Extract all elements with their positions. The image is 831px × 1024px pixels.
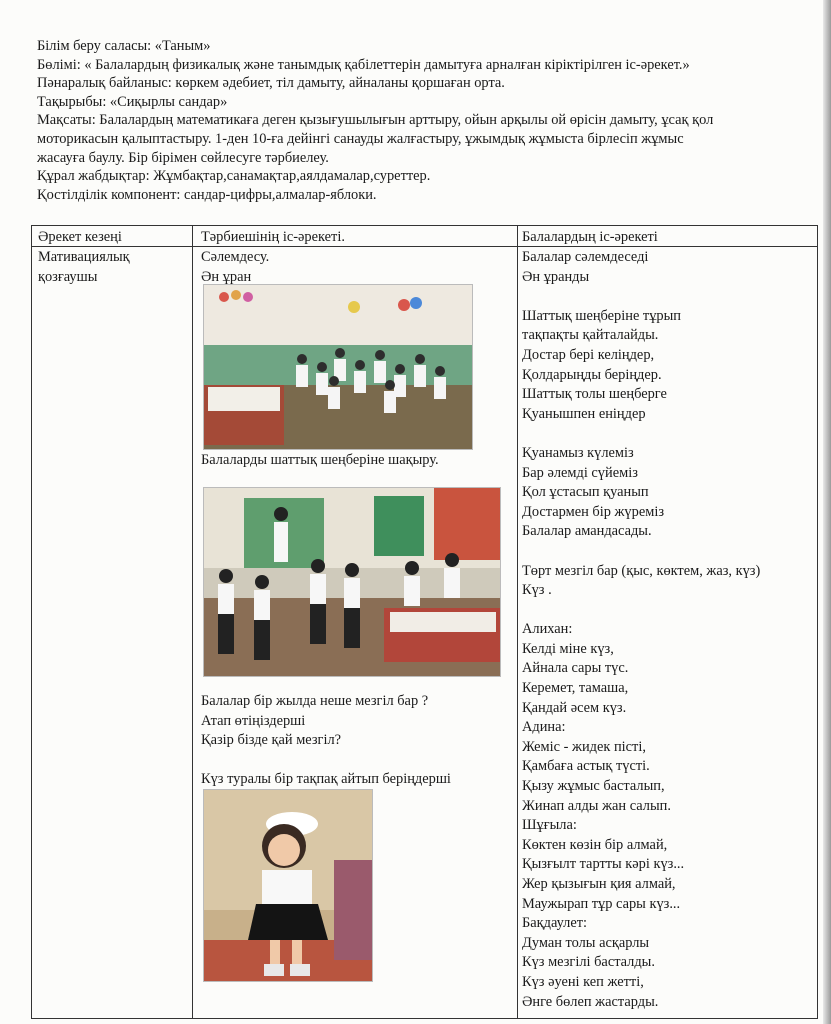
header-line: Мақсаты: Балалардың математикаға деген қызығушылығын арттыру, ойын арқылы ой өрісін дамыту, ұсақ қол [37, 112, 714, 129]
children-line [522, 601, 760, 621]
children-line: Қуанышпен еніңдер [522, 405, 646, 422]
header-line: Қостілділік компонент: сандар-цифры,алмалар-яблоки. [37, 186, 377, 203]
column-header-children: Балалардың іс-әрекеті [522, 229, 658, 245]
children-line: Маужырап тұр сары күз... [522, 895, 681, 912]
header-line: жасауға баулу. Бір бірімен сөйлесуге тәрбиелеу. [37, 149, 329, 166]
children-line: Думан толы асқарлы [522, 934, 650, 951]
children-line: Көктен көзін бір алмай, [522, 836, 668, 853]
teacher-line: Қазір бізде қай мезгіл? [201, 732, 342, 749]
children-line: Қол ұстасып қуанып [522, 484, 649, 501]
children-holding-hands-photo [203, 487, 501, 677]
children-line: тақпақты қайталайды. [522, 327, 659, 344]
children-line: Қызғылт тартты кәрі күз... [522, 856, 685, 873]
children-line: Қолдарыңды беріңдер. [522, 366, 662, 383]
children-line: Шұғыла: [522, 817, 577, 834]
children-line [522, 287, 760, 307]
children-line: Бар әлемді сүйеміз [522, 464, 638, 481]
children-line: Достар бері келіңдер, [522, 346, 655, 363]
lesson-header [37, 37, 807, 204]
column-header-teacher: Тәрбиешінің іс-әрекеті. [201, 229, 345, 245]
children-line: Айнала сары түс. [522, 660, 629, 677]
header-line: моторикасын қалыптастыру. 1-ден 10-ға дейінгі санауды жалғастыру, ұжымдық жұмыста бірлесіп жұмыс [37, 130, 684, 147]
children-line: Жинап алды жан салып. [522, 797, 671, 814]
teacher-caption [201, 451, 439, 471]
children-line: Жер қызығын қия алмай, [522, 876, 676, 892]
scan-page-edge [823, 0, 831, 1024]
classroom-circle-photo [203, 284, 473, 450]
header-line: Құрал жабдықтар: Жұмбақтар,санамақтар,аялдамалар,суреттер. [37, 168, 431, 185]
header-line: Бөлімі: « Балалардың физикалық және танымдық қабілеттерін дамытуға арналған кіріктірілген іс-әрекет.» [37, 56, 690, 73]
children-line: Күз мезгілі басталды. [522, 954, 655, 971]
children-line: Қызу жұмыс басталып, [522, 778, 665, 795]
children-line: Төрт мезгіл бар (қыс, көктем, жаз, күз) [522, 562, 761, 579]
teacher-line: Сәлемдесу. [201, 249, 270, 265]
children-line: Балалар амандасады. [522, 523, 652, 540]
girl-reciting-photo [203, 789, 373, 982]
lesson-table [31, 225, 818, 1019]
header-line: Тақырыбы: «Сиқырлы сандар» [37, 93, 228, 110]
table-divider [192, 226, 193, 1018]
children-line: Қандай әсем күз. [522, 699, 627, 716]
teacher-line: Күз туралы бір тақпақ айтып беріңдерші [201, 771, 451, 788]
table-divider [517, 226, 518, 1018]
invite-circle-caption: Балаларды шаттық шеңберіне шақыру. [201, 452, 439, 468]
children-activity-column [522, 248, 760, 1012]
children-line: Күз . [522, 582, 552, 599]
children-line: Күз әуені кеп жетті, [522, 973, 644, 990]
children-line: Қуанамыз күлеміз [522, 444, 634, 461]
column-header-stage: Әрекет кезеңі [38, 229, 122, 245]
children-line: Шаттық шеңберіне тұрып [522, 307, 681, 324]
table-divider [32, 246, 817, 247]
children-line: Шаттық толы шеңберге [522, 386, 667, 403]
stage-cell [38, 248, 130, 287]
teacher-line: Балалар бір жылда неше мезгіл бар ? [201, 693, 429, 709]
stage-label: Мативациялық [38, 249, 130, 265]
children-line [522, 542, 760, 562]
children-line [522, 424, 760, 444]
children-line: Ән ұранды [522, 268, 590, 285]
children-line: Әнге бөлеп жастарды. [522, 993, 659, 1010]
header-line: Пәнаралық байланыс: көркем әдебиет, тіл дамыту, айналаны қоршаған орта. [37, 75, 505, 92]
children-line: Қамбаға астық түсті. [522, 758, 650, 775]
children-line: Бақдаулет: [522, 915, 588, 932]
children-line: Балалар сәлемдеседі [522, 249, 649, 265]
teacher-greeting [201, 248, 269, 287]
children-line: Адина: [522, 719, 566, 736]
children-line: Келді міне күз, [522, 640, 614, 657]
teacher-line: Ән ұран [201, 268, 252, 285]
stage-label: қозғаушы [38, 268, 98, 285]
teacher-line: Атап өтіңіздерші [201, 712, 306, 729]
children-line: Керемет, тамаша, [522, 680, 629, 697]
children-line: Жеміс - жидек пісті, [522, 738, 646, 755]
children-line: Достармен бір жүреміз [522, 503, 665, 520]
header-line: Білім беру саласы: «Таным» [37, 38, 211, 54]
teacher-questions [201, 692, 451, 790]
children-line: Алихан: [522, 621, 573, 638]
